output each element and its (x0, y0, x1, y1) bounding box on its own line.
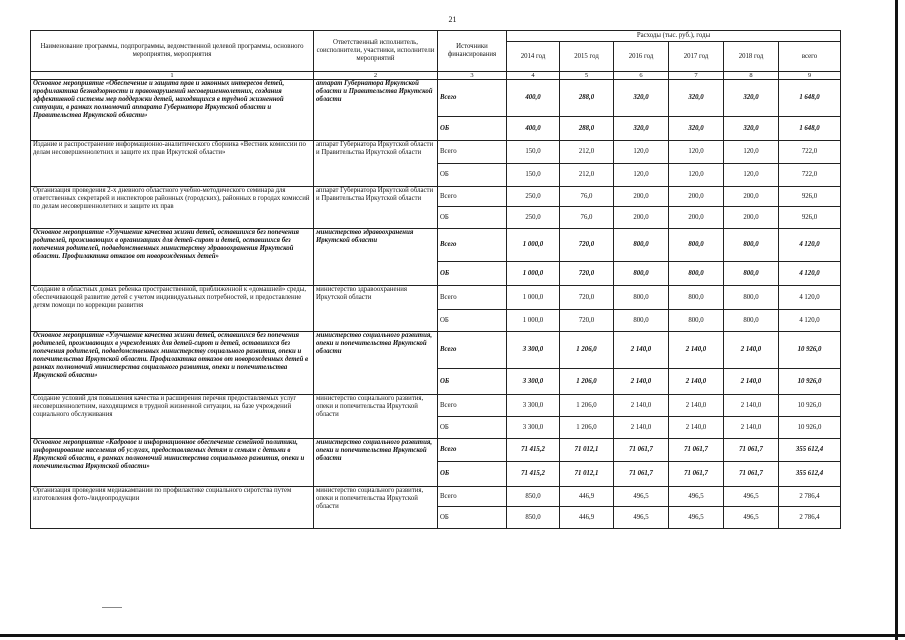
column-number: 5 (560, 72, 614, 80)
row-total: 10 926,0 (779, 332, 841, 369)
row-value: 71 415,2 (507, 462, 560, 487)
row-source: Всего (438, 439, 507, 462)
column-number: 1 (31, 72, 314, 80)
row-value: 2 140,0 (669, 332, 724, 369)
row-total: 722,0 (779, 141, 841, 164)
table-row (31, 286, 841, 310)
row-value: 800,0 (724, 310, 779, 332)
row-value: 496,5 (614, 507, 669, 529)
column-number: 3 (438, 72, 507, 80)
table-row (31, 332, 841, 369)
table-row (31, 187, 841, 207)
row-value: 2 140,0 (669, 417, 724, 439)
row-total: 2 786,4 (779, 487, 841, 507)
header-executor: Ответственный исполнитель, соисполнители, участники, исполнители мероприятий (314, 31, 438, 72)
row-value: 720,0 (560, 286, 614, 310)
row-value: 400,0 (507, 117, 560, 141)
row-value: 800,0 (614, 310, 669, 332)
row-value: 1 000,0 (507, 229, 560, 262)
table-row (31, 141, 841, 164)
row-value: 1 206,0 (560, 369, 614, 395)
column-number: 9 (779, 72, 841, 80)
column-number: 6 (614, 72, 669, 80)
row-value: 320,0 (724, 80, 779, 117)
row-value: 200,0 (669, 207, 724, 229)
row-value: 71 012,1 (560, 462, 614, 487)
row-total: 722,0 (779, 164, 841, 187)
row-value: 71 061,7 (669, 439, 724, 462)
row-total: 10 926,0 (779, 369, 841, 395)
row-source: ОБ (438, 369, 507, 395)
row-source: ОБ (438, 262, 507, 286)
table-header (31, 31, 841, 80)
row-value: 71 061,7 (724, 439, 779, 462)
row-total: 4 120,0 (779, 310, 841, 332)
column-number: 8 (724, 72, 779, 80)
scan-border-bottom (0, 634, 905, 637)
row-executor: аппарат Губернатора Иркутской области и Правительства Иркутской области (314, 187, 438, 229)
row-total: 926,0 (779, 207, 841, 229)
footer-dash (102, 607, 122, 608)
row-total: 2 786,4 (779, 507, 841, 529)
row-value: 3 300,0 (507, 369, 560, 395)
row-value: 2 140,0 (724, 332, 779, 369)
row-name: Организация проведения медиакампании по профилактике социального сиротства путем изготовления фото-/видеопродукции (31, 487, 314, 529)
row-value: 250,0 (507, 207, 560, 229)
row-executor: аппарат Губернатора Иркутской области и Правительства Иркутской области (314, 141, 438, 187)
row-value: 496,5 (724, 487, 779, 507)
header-year: 2018 год (724, 42, 779, 72)
row-value: 3 300,0 (507, 395, 560, 417)
row-value: 288,0 (560, 80, 614, 117)
table-row (31, 395, 841, 417)
row-value: 496,5 (614, 487, 669, 507)
header-year: 2014 год (507, 42, 560, 72)
row-value: 1 000,0 (507, 286, 560, 310)
row-source: Всего (438, 141, 507, 164)
row-source: ОБ (438, 417, 507, 439)
budget-table (30, 30, 841, 529)
header-name: Наименование программы, подпрограммы, ведомственной целевой программы, основного мероприятия, мероприятия (31, 31, 314, 72)
row-value: 2 140,0 (669, 395, 724, 417)
row-source: Всего (438, 487, 507, 507)
row-value: 800,0 (724, 229, 779, 262)
row-value: 800,0 (724, 286, 779, 310)
row-value: 720,0 (560, 310, 614, 332)
header-sources: Источники финансирования (438, 31, 507, 72)
row-value: 2 140,0 (614, 332, 669, 369)
column-number: 2 (314, 72, 438, 80)
row-total: 355 612,4 (779, 462, 841, 487)
row-value: 200,0 (669, 187, 724, 207)
row-value: 120,0 (669, 164, 724, 187)
row-value: 1 206,0 (560, 332, 614, 369)
table-row (31, 229, 841, 262)
row-value: 800,0 (614, 286, 669, 310)
row-value: 320,0 (614, 80, 669, 117)
table-body (31, 80, 841, 529)
row-source: ОБ (438, 507, 507, 529)
row-value: 200,0 (614, 207, 669, 229)
row-value: 120,0 (724, 164, 779, 187)
row-value: 71 415,2 (507, 439, 560, 462)
row-value: 71 012,1 (560, 439, 614, 462)
row-value: 800,0 (614, 229, 669, 262)
row-total: 926,0 (779, 187, 841, 207)
row-executor: министерство здравоохранения Иркутской области (314, 286, 438, 332)
row-value: 320,0 (614, 117, 669, 141)
table-row (31, 80, 841, 117)
row-value: 200,0 (724, 187, 779, 207)
row-value: 2 140,0 (614, 417, 669, 439)
row-executor: министерство социального развития, опеки и попечительства Иркутской области (314, 395, 438, 439)
row-source: Всего (438, 286, 507, 310)
row-value: 800,0 (724, 262, 779, 286)
header-year: 2016 год (614, 42, 669, 72)
row-name: Основное мероприятие «Улучшение качества жизни детей, оставшихся без попечения родителей, проживающих в учреждениях для детей-сирот и детей, оставшихся без попечения родителей, подведомственных министерству социального развития, опеки и попечительства Иркутской области. Профилактика отказов от новорожденных детей в рамках полномочий министерства социального развития, опеки и попечительства Иркутской области» (31, 332, 314, 395)
header-total: всего (779, 42, 841, 72)
row-value: 720,0 (560, 229, 614, 262)
column-number: 7 (669, 72, 724, 80)
row-value: 212,0 (560, 141, 614, 164)
row-name: Основное мероприятие «Кадровое и информационное обеспечение семейной политики, информирование населения об услугах, предоставляемых детям и семьям с детьми в Иркутской области, в рамках полномочий министерства социального развития, опеки и попечительства Иркутской области» (31, 439, 314, 487)
row-value: 800,0 (669, 286, 724, 310)
row-source: Всего (438, 395, 507, 417)
row-name: Создание в областных домах ребенка пространственной, приближенной к «домашней» среды, обеспечивающей развитие детей с учетом индивидуальных потребностей, и предоставление детям помощи по коррекции развития (31, 286, 314, 332)
table-row (31, 487, 841, 507)
row-name: Создание условий для повышения качества и расширения перечня предоставляемых услуг несовершеннолетним, находящимся в трудной жизненной ситуации, на базе учреждений социального обслуживания (31, 395, 314, 439)
row-value: 1 206,0 (560, 417, 614, 439)
row-value: 320,0 (669, 80, 724, 117)
row-value: 120,0 (614, 164, 669, 187)
header-year: 2017 год (669, 42, 724, 72)
row-value: 150,0 (507, 141, 560, 164)
row-value: 446,9 (560, 487, 614, 507)
row-source: ОБ (438, 310, 507, 332)
page-number: 21 (448, 15, 457, 24)
row-value: 71 061,7 (669, 462, 724, 487)
header-year: 2015 год (560, 42, 614, 72)
row-value: 800,0 (669, 229, 724, 262)
row-value: 850,0 (507, 507, 560, 529)
row-source: ОБ (438, 164, 507, 187)
row-value: 120,0 (614, 141, 669, 164)
row-executor: министерство социального развития, опеки и попечительства Иркутской области (314, 332, 438, 395)
row-value: 150,0 (507, 164, 560, 187)
row-total: 4 120,0 (779, 229, 841, 262)
row-value: 320,0 (724, 117, 779, 141)
row-source: Всего (438, 332, 507, 369)
row-value: 200,0 (724, 207, 779, 229)
row-executor: министерство социального развития, опеки и попечительства Иркутской области (314, 487, 438, 529)
row-value: 496,5 (669, 507, 724, 529)
row-value: 1 206,0 (560, 395, 614, 417)
row-value: 400,0 (507, 80, 560, 117)
row-value: 2 140,0 (614, 369, 669, 395)
row-value: 288,0 (560, 117, 614, 141)
row-value: 200,0 (614, 187, 669, 207)
row-value: 3 300,0 (507, 417, 560, 439)
row-value: 1 000,0 (507, 262, 560, 286)
row-value: 71 061,7 (614, 462, 669, 487)
row-name: Издание и распространение информационно-аналитического сборника «Вестник комиссии по делам несовершеннолетних и защите их прав Иркутской области» (31, 141, 314, 187)
row-source: Всего (438, 187, 507, 207)
row-source: Всего (438, 80, 507, 117)
row-total: 4 120,0 (779, 262, 841, 286)
table-row (31, 439, 841, 462)
row-value: 71 061,7 (724, 462, 779, 487)
row-source: ОБ (438, 207, 507, 229)
row-value: 120,0 (669, 141, 724, 164)
row-value: 76,0 (560, 207, 614, 229)
row-value: 446,9 (560, 507, 614, 529)
row-name: Основное мероприятие «Обеспечение и защита прав и законных интересов детей, профилактика безнадзорности и правонарушений несовершеннолетних, создания эффективной системы мер поддержки детей, находящихся в трудной жизненной ситуации, в рамках полномочий аппарата Губернатора Иркутской области и Правительства Иркутской области» (31, 80, 314, 141)
row-executor: министерство социального развития, опеки и попечительства Иркутской области (314, 439, 438, 487)
row-total: 1 648,0 (779, 80, 841, 117)
row-executor: министерство здравоохранения Иркутской области (314, 229, 438, 286)
row-source: Всего (438, 229, 507, 262)
scan-border-right (895, 0, 898, 640)
row-total: 355 612,4 (779, 439, 841, 462)
row-value: 2 140,0 (669, 369, 724, 395)
row-total: 4 120,0 (779, 286, 841, 310)
row-value: 800,0 (614, 262, 669, 286)
row-total: 10 926,0 (779, 417, 841, 439)
row-value: 496,5 (669, 487, 724, 507)
row-value: 3 300,0 (507, 332, 560, 369)
row-value: 850,0 (507, 487, 560, 507)
row-source: ОБ (438, 462, 507, 487)
row-name: Организация проведения 2-х дневного областного учебно-методического семинара для ответственных секретарей и инспекторов районных (городских), районных в городах комиссий по делам несовершеннолетних и защите их прав (31, 187, 314, 229)
row-source: ОБ (438, 117, 507, 141)
row-value: 212,0 (560, 164, 614, 187)
row-value: 496,5 (724, 507, 779, 529)
row-value: 800,0 (669, 262, 724, 286)
column-number: 4 (507, 72, 560, 80)
header-expenses: Расходы (тыс. руб.), годы (507, 31, 841, 42)
row-value: 120,0 (724, 141, 779, 164)
row-value: 2 140,0 (614, 395, 669, 417)
row-name: Основное мероприятие «Улучшение качества жизни детей, оставшихся без попечения родителей, проживающих в организациях для детей-сирот и детей, оставшихся без попечения родителей, подведомственных министерству здравоохранения Иркутской области. Профилактика отказов от новорожденных детей» (31, 229, 314, 286)
row-value: 2 140,0 (724, 369, 779, 395)
row-value: 250,0 (507, 187, 560, 207)
row-value: 320,0 (669, 117, 724, 141)
row-executor: аппарат Губернатора Иркутской области и Правительства Иркутской области (314, 80, 438, 141)
row-total: 1 648,0 (779, 117, 841, 141)
row-value: 720,0 (560, 262, 614, 286)
row-value: 1 000,0 (507, 310, 560, 332)
row-value: 2 140,0 (724, 417, 779, 439)
row-value: 76,0 (560, 187, 614, 207)
row-value: 800,0 (669, 310, 724, 332)
row-total: 10 926,0 (779, 395, 841, 417)
row-value: 2 140,0 (724, 395, 779, 417)
row-value: 71 061,7 (614, 439, 669, 462)
